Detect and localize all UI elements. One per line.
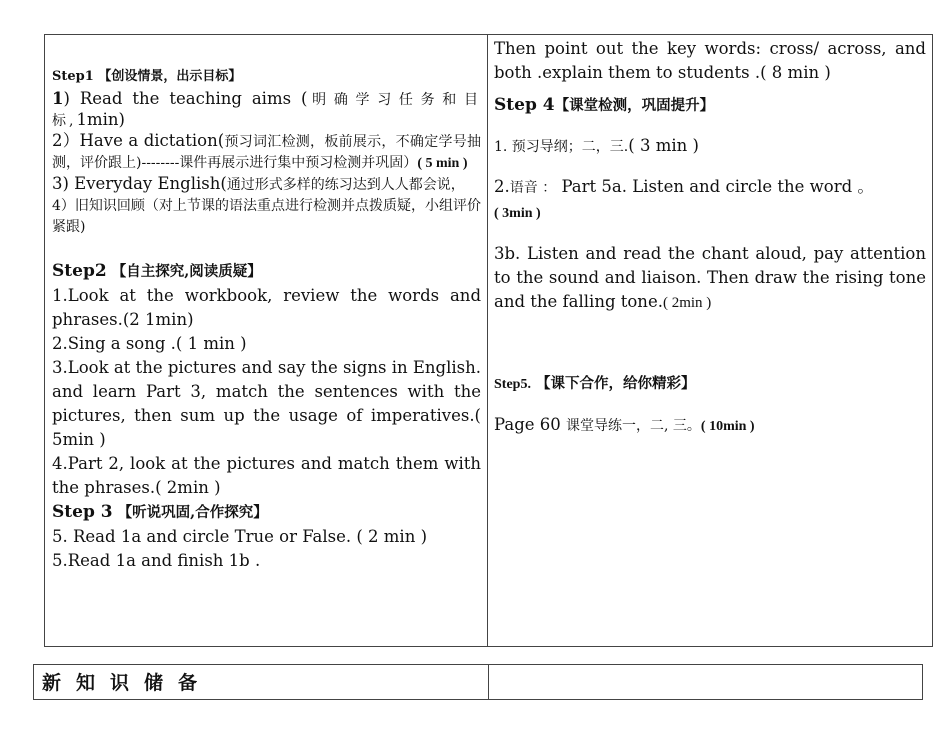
step4-item-2: 2.语音 ： Part 5a. Listen and circle the word 。: [494, 177, 874, 196]
step4-item-1: 1. 预习导纲；二，三.( 3 min ): [494, 136, 699, 155]
step2-heading: Step2 【自主探究,阅读质疑】: [52, 261, 262, 281]
knowledge-store-content: [489, 665, 922, 699]
step3-continuation: Then point out the key words: cross/ across, and both .explain them to students .( 8 min ): [494, 39, 926, 82]
left-column: [45, 35, 488, 646]
step1-item-2: 2）Have a dictation(预习词汇检测，板前展示，不确定学号抽测，评价跟上)--------课件再展示进行集中预习检测并巩固）( 5 min ): [52, 131, 482, 171]
step5-item-1: Page 60 课堂导练一，二, 三。( 10min ): [494, 415, 755, 434]
step1-item-4: 4）旧知识回顾（对上节课的语法重点进行检测并点拨质疑，小组评价紧跟): [52, 198, 481, 235]
step4-heading: Step 4【课堂检测，巩固提升】: [494, 95, 715, 115]
step4-item-2-time: ( 3min ): [494, 206, 541, 221]
knowledge-store-label: 新知识储备: [34, 665, 489, 699]
step3-heading: Step 3 【听说巩固,合作探究】: [52, 502, 268, 522]
step1-item-3: 3) Everyday English(通过形式多样的练习达到人人都会说，: [52, 174, 465, 193]
lesson-steps-table: [44, 34, 933, 647]
step2-item-2: 2.Sing a song .( 1 min ): [52, 334, 247, 353]
step1-item-1: 1) Read the teaching aims (明确学习任务和目标,1min): [52, 89, 481, 129]
knowledge-store-table: [33, 664, 923, 700]
step5-heading: Step5. 【课下合作，给你精彩】: [494, 375, 696, 392]
step2-item-1: 1.Look at the workbook, review the words and phrases.(2 1min): [52, 286, 481, 329]
right-column: [488, 35, 932, 646]
step2-item-3: 3.Look at the pictures and say the signs in English. and learn Part 3, match the sentences with the pictures, then sum up the usage of imperatives.( 5min ): [52, 358, 481, 449]
step2-item-4: 4.Part 2, look at the pictures and match them with the phrases.( 2min ): [52, 454, 481, 497]
step4-item-3: 3b. Listen and read the chant aloud, pay attention to the sound and liaison. Then draw the rising tone and the falling tone.( 2min ): [494, 244, 926, 311]
step3-item-1: 5. Read 1a and circle True or False. ( 2 min ): [52, 527, 428, 546]
step1-heading: Step1 【创设情景，出示目标】: [52, 69, 242, 84]
step3-item-2: 5.Read 1a and finish 1b .: [52, 551, 261, 570]
